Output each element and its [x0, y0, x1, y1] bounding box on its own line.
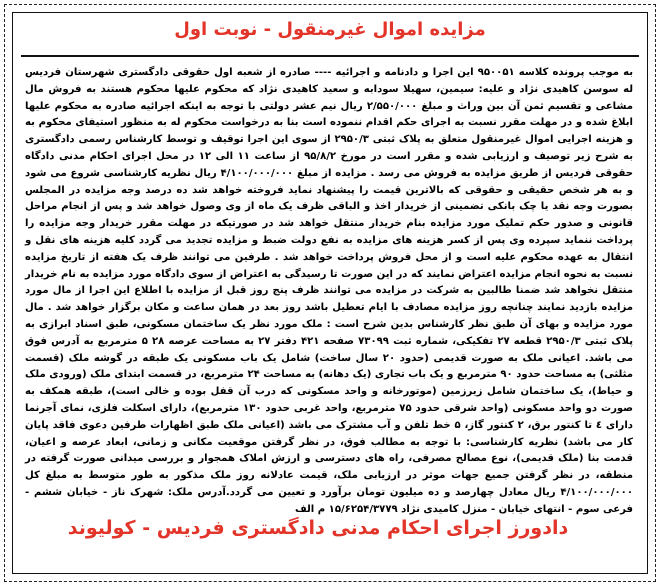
notice-title: مزایده اموال غیرمنقول - نوبت اول: [174, 19, 486, 40]
notice-paragraph: به موجب پرونده کلاسه ۹۵۰۰۵۱ این اجرا و دادنامه و اجرائیه ---- صادره از شعبه اول حقوقی دادگستری شهرستان فردیس له سوسن کاهیدی نژاد و علیه: سیمین، سهیلا سودابه و سعید کاهیدی نژاد که محکوم علیها محکوم هستند به فروش مال مشاعی و تقسیم ثمن آن بین وراث و مبلغ ۲/۵۵۰/۰۰۰ ریال نیم عشر دولتی با توجه به اینکه اجرائیه صادره به محکوم علیها ابلاغ شده و در مهلت مقرر نسبت به اجرای حکم اقدام ننموده است بنا به درخواست محکوم له به منظور استیفای محکوم به و هزینه اجرایی اموال غیرمنقول متعلق به پلاک ثبتی ۲۹۵۰/۳ از سوی این اجرا توقیف و توسط کارشناس رسمی دادگستری به شرح زیر توصیف و ارزیابی شده و مقرر است در مورخ ۹۵/۸/۲ از ساعت ۱۱ الی ۱۲ در محل اجرای احکام مدنی دادگاه حقوقی فردیس از طریق مزایده به فروش می رسد . مزایده از مبلغ ۴/۱۰۰/۰۰۰/۰۰۰ ریال نظریه کارشناسی شروع می شود و به هر شخص حقیقی و حقوقی که بالاترین قیمت را پیشنهاد نماید فروخته خواهد شد ده درصد وجه مزایده در المجلس بصورت وجه نقد یا چک بانکی تضمینی از خریدار اخذ و الباقی ظرف یک ماه از وی وصول خواهد شد و پس از انجام مراحل قانونی و صدور حکم تملیک مورد مزایده بنام خریدار منتقل خواهد شد در صورتیکه در مهلت مقرر خریدار وجه مزایده را پرداخت ننماید سپرده وی پس از کسر هزینه های مزایده به نفع دولت ضبط و مزایده تجدید می گردد کلیه هزینه های نقل و انتقال به عهده محکوم علیه است و از محل فروش پرداخت خواهد شد . طرفین می توانند ظرف یک هفته از تاریخ مزایده نسبت به نحوه انجام مزایده اعتراض نمایند که در این صورت تا رسیدگی به اعتراض از سوی دادگاه مورد مزایده به نام خریدار منتقل نخواهد شد ضمنا طالبین به شرکت در مزایده می توانند ظرف پنج روز قبل از مزایده با اطلاع این اجرا از مال مورد مزایده بازدید نمایند چنانچه روز مزایده مصادف با ایام تعطیل باشد روز بعد در همان ساعت و مکان برگزار خواهد شد . مال مورد مزایده و بهای آن طبق نظر کارشناس بدین شرح است : ملک مورد نظر یک ساختمان مسکونی، طبق اسناد ابرازی به پلاک ثبتی ۲۹۵۰/۳ قطعه ۲۷ تفکیکی، شماره ثبت ۷۳۰۹۹ صفحه ۴۲۱ دفتر ۲۷ به مساحت عرصه ۲۸ ۵ مترمربع به آدرس فوق می باشد. اعیانی ملک به صورت قدیمی (حدود ۲۰ سال ساخت) شامل یک باب مسکونی یک طبقه در گوشه ملک (قسمت مثلثی) به مساحت حدود ۹۰ مترمربع و یک باب تجاری (یک دهانه) به مساحت ۲۴ مترمربع، در قسمت ابتدای ملک (ورودی ملک و حیاط)، یک ساختمان شامل زیرزمین (موتورخانه و واحد مسکونی که درب آن قفل بوده و خالی است)، طبقه همکف به صورت دو واحد مسکونی (واحد شرقی حدود ۷۵ مترمربع، واحد غربی حدود ۱۳۰ مترمربع)، دارای اسکلت فلزی، نمای آجرنما دارای ٤ تا کنتور برق، ۲ کنتور گاز، ۵ خط تلفن و آب مشترک می باشد (اعیانی ملک طبق اظهارات طرفین دعوی فاقد پایان کار می باشد) نظریه کارشناسی: با توجه به مطالب فوق، در نظر گرفتن موقعیت مکانی و زمانی، ابعاد عرصه و اعیان، قدمت بنا (ملک قدیمی)، نوع مصالح مصرفی، راه های دسترسی و ارزش املاک همجوار و بررسی میدانی صورت گرفته در منطقه، در نظر گرفتن جمیع جهات موثر در ارزیابی ملک، قیمت عادلانه روز ملک مذکور به طور متوسط به مبلغ کل ۴/۱۰۰/۰۰۰/۰۰۰ ریال معادل چهارصد و ده میلیون تومان برآورد و تعیین می گردد.آدرس ملک: شهرک ناز - خیابان ششم - فرعی سوم - انتهای خیابان - منزل کامیدی نژاد ۱۵/۶۲۵۴/۳۷۷۹ م الف: [25, 67, 634, 515]
notice-signature: دادورز اجرای احکام مدنی دادگستری فردیس - کولیوند: [67, 517, 569, 539]
title-divider: [21, 55, 639, 57]
notice-body: [25, 65, 633, 519]
legal-notice: [4, 4, 656, 582]
